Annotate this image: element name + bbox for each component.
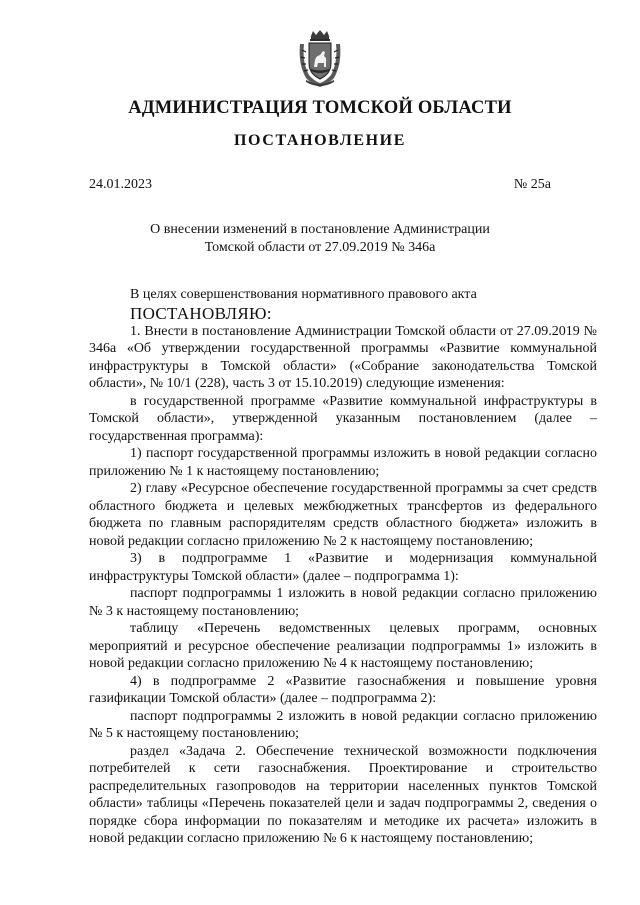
paragraph: в государственной программе «Развитие коммунальной инфраструктуры в Томской области», утвержденной указанным постановлением (далее – государственная программа): [89,393,597,444]
paragraph: 4) в подпрограмме 2 «Развитие газоснабжения и повышение уровня газификации Томской области» (далее – подпрограмма 2): [89,673,597,706]
paragraph: раздел «Задача 2. Обеспечение технической возможности подключения потребителей к сети газоснабжения. Проектирование и строительство распределительных газопроводов на территории населенных пунктов Томской области» таблицы «Перечень показателей цели и задач подпрограммы 2, сведения о порядке сбора информации по показателям и методике их расчета» изложить в новой редакции согласно приложению № 6 к настоящему постановлению; [89,743,597,846]
paragraph: паспорт подпрограммы 1 изложить в новой редакции согласно приложению № 3 к настоящему постановлению; [89,586,597,619]
organization-title: АДМИНИСТРАЦИЯ ТОМСКОЙ ОБЛАСТИ [128,98,512,118]
paragraph: 1. Внести в постановление Администрации Томской области от 27.09.2019 № 346а «Об утверждении государственной программы «Развитие коммунальной инфраструктуры в Томской области» («Собрание законодательства Томской области», № 10/1 (228), часть 3 от 15.10.2019) следующие изменения: [89,323,597,391]
paragraph: 1) паспорт государственной программы изложить в новой редакции согласно приложению № 1 к настоящему постановлению; [89,446,597,479]
paragraph: 3) в подпрограмме 1 «Развитие и модернизация коммунальной инфраструктуры Томской области» (далее – подпрограмма 1): [89,551,597,584]
document-number: № 25а [513,177,551,192]
decree-heading: ПОСТАНОВЛЯЮ: [130,303,272,323]
document-subject [130,221,510,257]
tomsk-coat-of-arms-icon [298,30,342,88]
paragraph: паспорт подпрограммы 2 изложить в новой редакции согласно приложению № 5 к настоящему постановлению; [89,708,597,741]
document-date: 24.01.2023 [89,177,152,192]
document-body [89,286,597,848]
paragraph: таблицу «Перечень ведомственных целевых программ, основных мероприятий и ресурсное обеспечение реализации подпрограммы 1» изложить в новой редакции согласно приложению № 4 к настоящему постановлению; [89,621,597,671]
preamble: В целях совершенствования нормативного правового акта [130,287,477,302]
document-type-title: ПОСТАНОВЛЕНИЕ [234,132,406,149]
subject-line: Томской области от 27.09.2019 № 346а [204,240,436,255]
subject-line: О внесении изменений в постановление Администрации [150,222,490,237]
paragraph: 2) главу «Ресурсное обеспечение государственной программы за счет средств областного бюджета и целевых межбюджетных трансфертов из федерального бюджета по главным распорядителям средств областного бюджета» изложить в новой редакции согласно приложению № 2 к настоящему постановлению; [89,481,597,549]
